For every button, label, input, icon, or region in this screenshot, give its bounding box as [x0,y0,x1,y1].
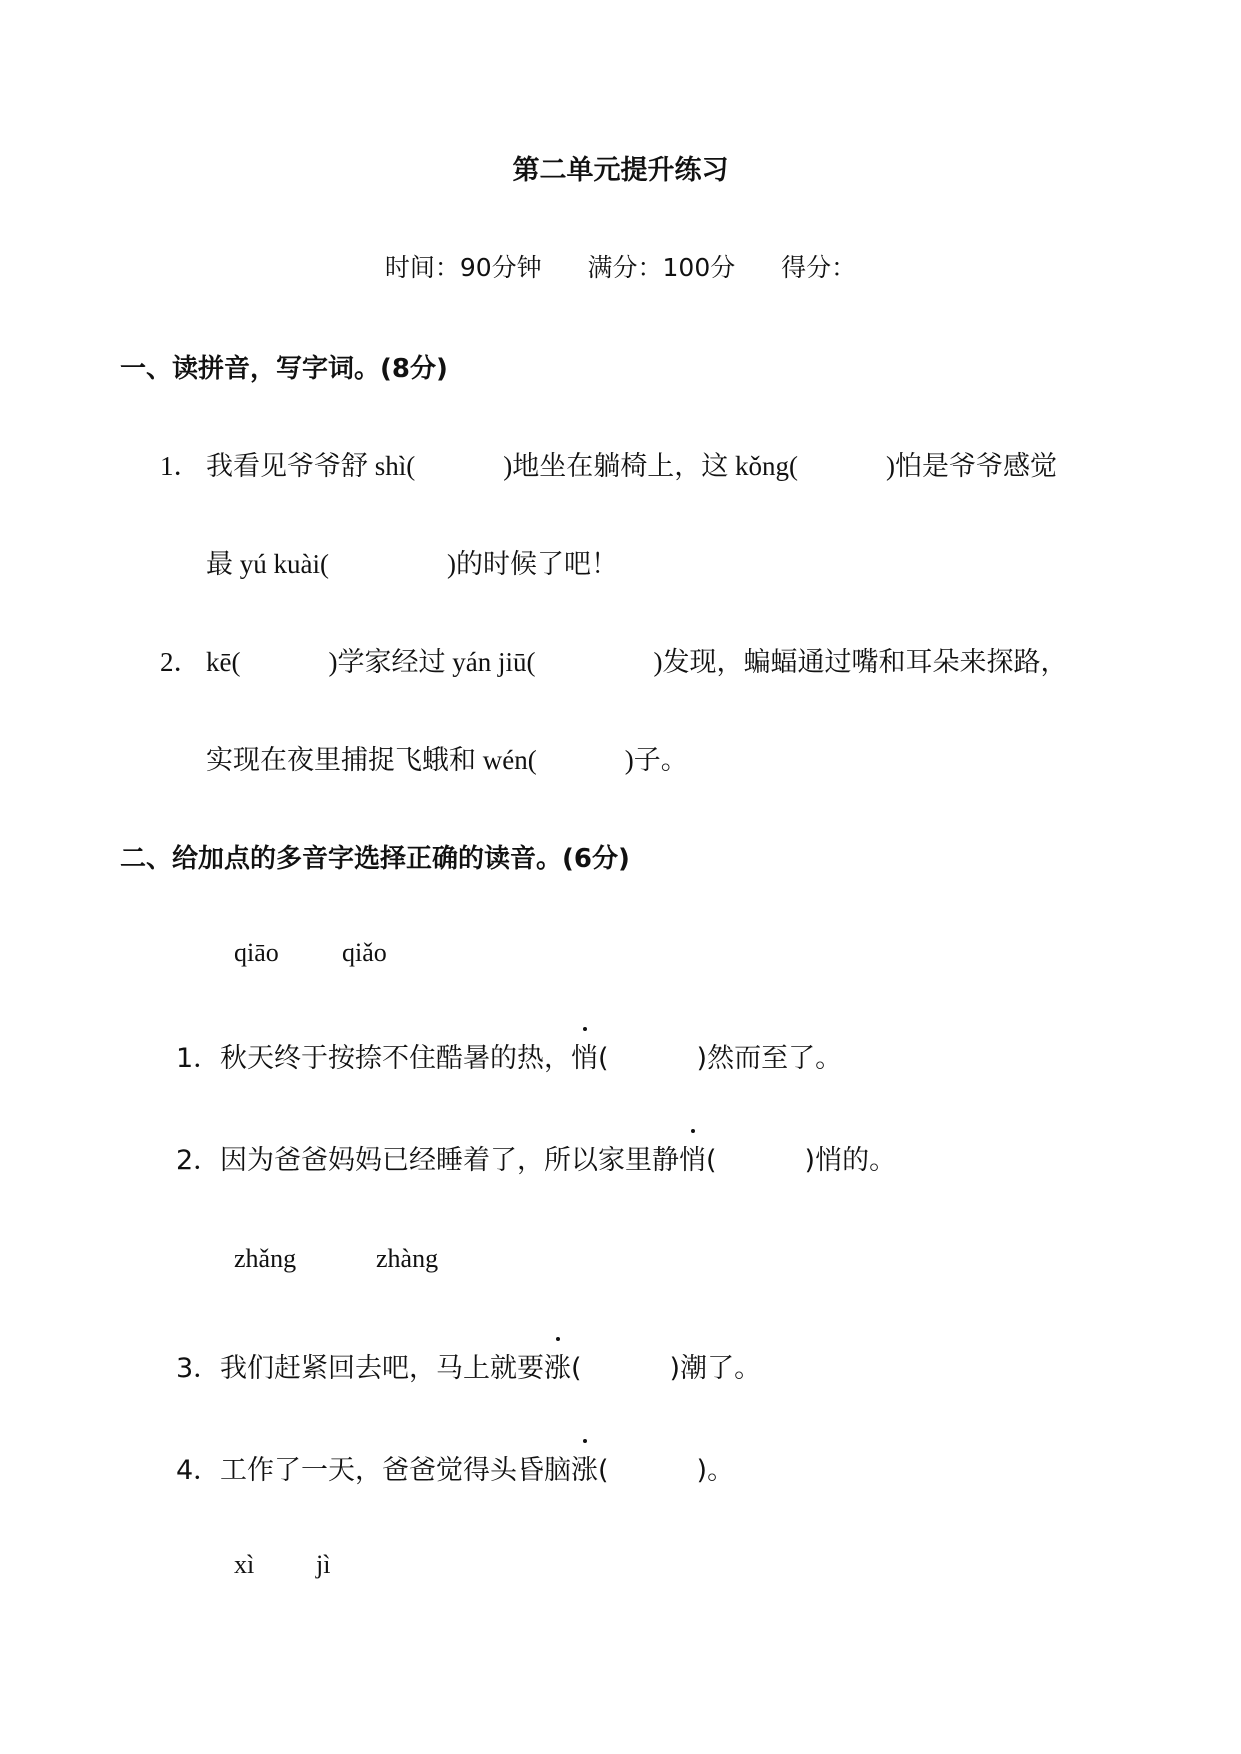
s2-q3-rest: )潮了。 [669,1353,762,1384]
time-limit: 时间：90分钟 [384,253,542,282]
question-number: 2． [160,647,201,677]
s1-q1-text-a: 我看见爷爷舒 shì( [206,451,416,481]
pinyin-options-3 [234,1550,330,1580]
s2-q3 [176,1346,761,1385]
s1-q1-line2 [206,542,618,581]
dotted-character: 涨 [544,1346,571,1385]
pinyin-options-2 [234,1244,438,1274]
pinyin-options-1 [234,938,387,968]
s1-q1-line1 [160,444,1057,483]
paren-open: ( [598,1455,609,1486]
pinyin-option: zhàng [376,1244,439,1273]
s2-q4 [176,1448,734,1487]
question-number: 1． [160,451,201,481]
s1-q1-text-d: 最 yú kuài( [206,549,329,579]
s2-q4-text: 工作了一天，爸爸觉得头昏脑 [220,1455,571,1486]
s2-q2-text: 因为爸爸妈妈已经睡着了，所以家里静 [220,1145,679,1176]
s2-q1-rest: )然而至了。 [696,1043,843,1074]
question-number: 2． [176,1145,221,1176]
exam-meta [0,248,1241,284]
s2-q4-rest: )。 [696,1455,735,1486]
dotted-character: 涨 [571,1448,598,1487]
score-field: 得分： [781,253,857,282]
s1-q2-line2 [206,738,688,777]
s2-q3-text: 我们赶紧回去吧，马上就要 [220,1353,544,1384]
pinyin-option: xì [234,1550,255,1579]
s2-q1 [176,1036,842,1075]
s1-q1-text-e: )的时候了吧！ [446,549,618,579]
paren-open: ( [706,1145,717,1176]
s1-q2-text-d: 实现在夜里捕捉飞蛾和 wén( [206,745,537,775]
dotted-character: 悄 [571,1036,598,1075]
s1-q2-text-b: )学家经过 yán jiū( [328,647,536,677]
question-number: 4． [176,1455,221,1486]
s1-q1-text-c: )怕是爷爷感觉 [885,451,1057,481]
full-score: 满分：100分 [587,253,736,282]
dotted-character: 悄 [679,1138,706,1177]
page-title: 第二单元提升练习 [512,155,729,186]
s1-q2-text-c: )发现，蝙蝠通过嘴和耳朵来探路， [653,647,1068,677]
s2-q2 [176,1138,896,1177]
section1-heading: 一、读拼音，写字词。(8分) [120,354,448,384]
s1-q2-text-a: kē( [206,647,241,677]
s1-q2-text-e: )子。 [624,745,688,775]
pinyin-option: qiǎo [342,938,387,967]
pinyin-option: zhǎng [234,1244,297,1273]
pinyin-option: qiāo [234,938,279,967]
s2-q2-rest: )悄的。 [804,1145,897,1176]
s1-q1-text-b: )地坐在躺椅上，这 kǒng( [503,451,798,481]
s1-q2-line1 [160,640,1067,679]
s2-q1-text: 秋天终于按捺不住酷暑的热， [220,1043,571,1074]
pinyin-option: jì [316,1550,331,1579]
question-number: 1． [176,1043,221,1074]
paren-open: ( [598,1043,609,1074]
paren-open: ( [571,1353,582,1384]
section2-heading: 二、给加点的多音字选择正确的读音。(6分) [120,844,630,874]
question-number: 3． [176,1353,221,1384]
